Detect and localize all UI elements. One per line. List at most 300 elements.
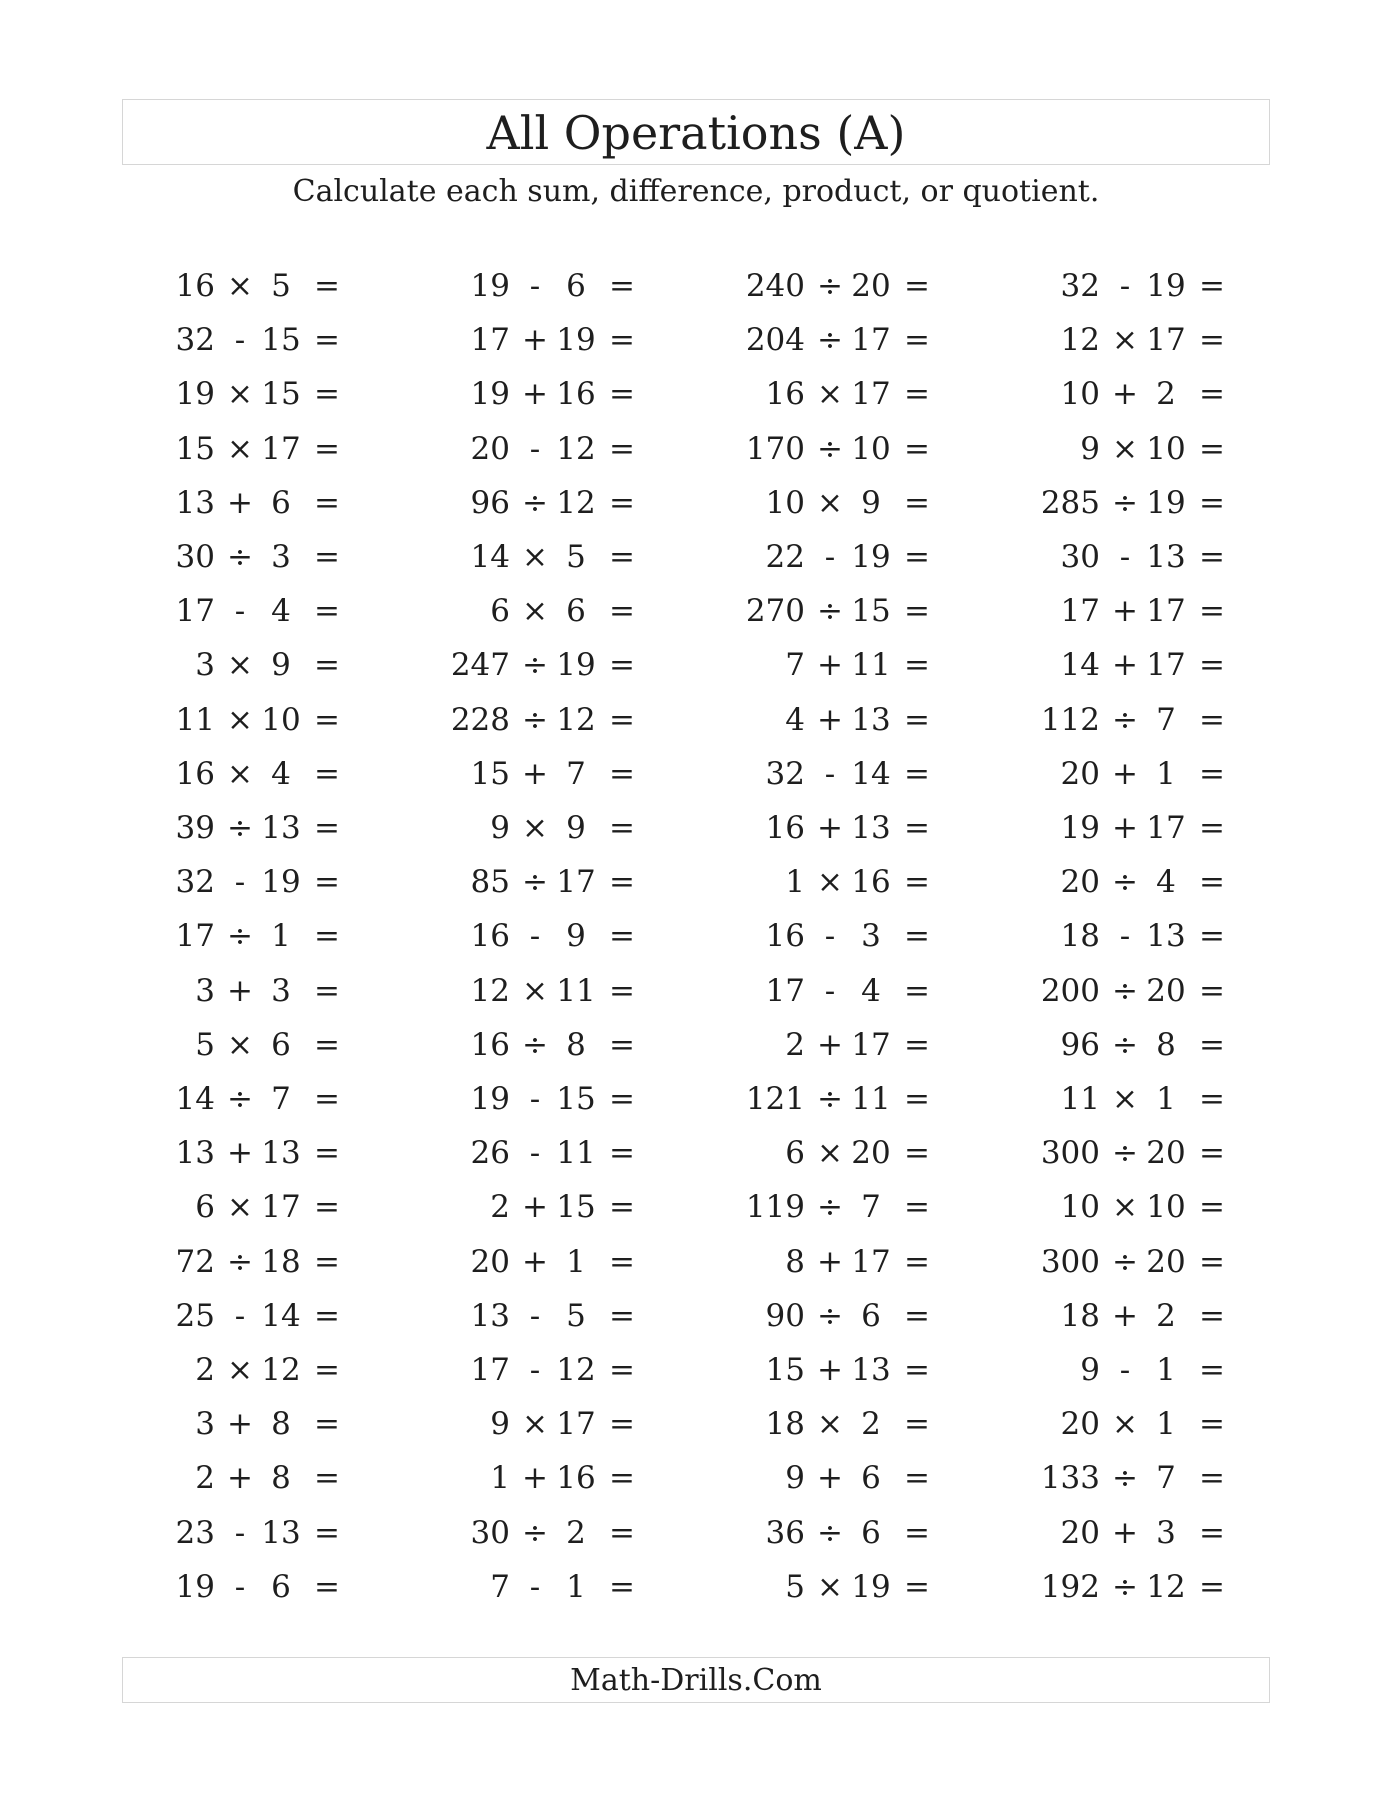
operator: +: [817, 810, 843, 846]
operand-left: 3: [195, 1406, 215, 1443]
operand-left: 5: [785, 1568, 805, 1605]
equals-sign: =: [904, 755, 930, 792]
operand-left: 17: [765, 972, 805, 1009]
operand-left: 1: [785, 864, 805, 901]
operator: -: [234, 1514, 246, 1551]
operator: -: [1119, 539, 1131, 575]
equals-sign: =: [904, 1568, 930, 1605]
equals-sign: =: [609, 918, 635, 955]
equals-sign: =: [609, 376, 635, 413]
operand-left: 10: [1060, 1189, 1100, 1226]
operand-right: 10: [1146, 1189, 1186, 1226]
equals-sign: =: [314, 430, 340, 467]
operand-right: 9: [271, 647, 291, 684]
operator: +: [817, 647, 843, 684]
equals-sign: =: [314, 484, 340, 521]
operand-left: 16: [765, 810, 805, 846]
operand-right: 1: [271, 918, 291, 955]
operand-left: 119: [745, 1189, 805, 1226]
equals-sign: =: [609, 1568, 635, 1605]
operator: ×: [522, 810, 548, 846]
operator: ×: [227, 268, 253, 304]
operand-left: 228: [450, 701, 510, 738]
operator: -: [234, 864, 246, 901]
equals-sign: =: [314, 376, 340, 413]
operand-left: 14: [175, 1081, 215, 1117]
operator: ÷: [1112, 484, 1138, 521]
operand-right: 15: [556, 1189, 596, 1226]
operator: ÷: [1112, 1135, 1138, 1172]
operator: -: [529, 1135, 541, 1172]
operator: +: [817, 1026, 843, 1063]
operand-left: 13: [175, 1135, 215, 1172]
operator: ÷: [522, 1026, 548, 1063]
operand-right: 6: [566, 593, 586, 630]
operand-left: 20: [1060, 1514, 1100, 1551]
equals-sign: =: [609, 1406, 635, 1443]
operand-left: 2: [785, 1026, 805, 1063]
operand-right: 3: [271, 972, 291, 1009]
operator: +: [817, 1460, 843, 1497]
operator: ÷: [522, 864, 548, 901]
operator: ×: [522, 972, 548, 1009]
operand-right: 5: [566, 1297, 586, 1334]
operand-left: 19: [1060, 810, 1100, 846]
operator: ×: [227, 1352, 253, 1388]
operand-right: 4: [271, 755, 291, 792]
equals-sign: =: [609, 1081, 635, 1117]
equals-sign: =: [609, 1135, 635, 1172]
equals-sign: =: [314, 322, 340, 359]
equals-sign: =: [1199, 268, 1225, 304]
operand-right: 8: [566, 1026, 586, 1063]
operand-left: 8: [785, 1243, 805, 1280]
operand-left: 22: [765, 539, 805, 575]
operator: -: [529, 1352, 541, 1388]
operator: +: [522, 1243, 548, 1280]
operand-left: 32: [175, 322, 215, 359]
operator: -: [1119, 1352, 1131, 1388]
operator: ×: [1112, 1406, 1138, 1443]
operand-left: 30: [1060, 539, 1100, 575]
operand-left: 11: [175, 701, 215, 738]
operand-left: 30: [470, 1514, 510, 1551]
operand-right: 14: [851, 755, 891, 792]
equals-sign: =: [314, 647, 340, 684]
equals-sign: =: [1199, 810, 1225, 846]
equals-sign: =: [1199, 1135, 1225, 1172]
operand-right: 17: [1146, 593, 1186, 630]
operator: ×: [227, 701, 253, 738]
equals-sign: =: [1199, 701, 1225, 738]
equals-sign: =: [904, 701, 930, 738]
operator: ÷: [227, 539, 253, 575]
operator: ÷: [817, 1297, 843, 1334]
equals-sign: =: [1199, 1406, 1225, 1443]
operator: +: [817, 701, 843, 738]
equals-sign: =: [609, 647, 635, 684]
operand-right: 3: [1156, 1514, 1176, 1551]
operand-right: 6: [861, 1460, 881, 1497]
operand-right: 13: [851, 810, 891, 846]
operand-left: 32: [175, 864, 215, 901]
operand-left: 17: [470, 322, 510, 359]
operand-right: 2: [566, 1514, 586, 1551]
operator: ×: [227, 755, 253, 792]
operand-right: 6: [271, 1026, 291, 1063]
operand-left: 32: [1060, 268, 1100, 304]
operand-right: 19: [851, 539, 891, 575]
equals-sign: =: [1199, 322, 1225, 359]
operator: ×: [227, 1026, 253, 1063]
operand-right: 2: [1156, 376, 1176, 413]
equals-sign: =: [314, 593, 340, 630]
operand-right: 17: [1146, 647, 1186, 684]
operand-right: 11: [556, 972, 596, 1009]
operator: ×: [227, 430, 253, 467]
operand-left: 14: [1060, 647, 1100, 684]
operand-right: 15: [556, 1081, 596, 1117]
operand-left: 13: [175, 484, 215, 521]
equals-sign: =: [314, 864, 340, 901]
equals-sign: =: [904, 322, 930, 359]
operand-right: 17: [851, 1243, 891, 1280]
operator: -: [234, 322, 246, 359]
operator: ÷: [817, 268, 843, 304]
operand-right: 19: [851, 1568, 891, 1605]
operand-right: 20: [1146, 1135, 1186, 1172]
equals-sign: =: [609, 1460, 635, 1497]
operand-left: 6: [785, 1135, 805, 1172]
operator: +: [227, 1406, 253, 1443]
operator: ×: [817, 376, 843, 413]
operator: +: [1112, 593, 1138, 630]
operator: -: [1119, 268, 1131, 304]
equals-sign: =: [904, 1189, 930, 1226]
operand-right: 8: [271, 1406, 291, 1443]
operator: ×: [1112, 1081, 1138, 1117]
operand-left: 15: [175, 430, 215, 467]
operator: ÷: [522, 484, 548, 521]
operand-right: 3: [271, 539, 291, 575]
operator: ×: [1112, 322, 1138, 359]
operand-left: 19: [470, 1081, 510, 1117]
equals-sign: =: [609, 322, 635, 359]
equals-sign: =: [609, 268, 635, 304]
operand-right: 19: [1146, 484, 1186, 521]
equals-sign: =: [314, 918, 340, 955]
equals-sign: =: [314, 1352, 340, 1388]
operator: ÷: [227, 810, 253, 846]
operator: -: [529, 430, 541, 467]
equals-sign: =: [904, 1135, 930, 1172]
operator: +: [1112, 376, 1138, 413]
worksheet-instructions: Calculate each sum, difference, product, or quotient.: [292, 174, 1100, 209]
operand-left: 121: [745, 1081, 805, 1117]
operator: +: [227, 1460, 253, 1497]
equals-sign: =: [1199, 593, 1225, 630]
operand-right: 17: [261, 430, 301, 467]
operand-right: 12: [1146, 1568, 1186, 1605]
operand-right: 17: [851, 376, 891, 413]
operator: ÷: [1112, 972, 1138, 1009]
operand-left: 9: [490, 1406, 510, 1443]
operand-right: 8: [271, 1460, 291, 1497]
operand-left: 192: [1040, 1568, 1100, 1605]
equals-sign: =: [904, 376, 930, 413]
equals-sign: =: [314, 1460, 340, 1497]
equals-sign: =: [1199, 918, 1225, 955]
operand-left: 170: [745, 430, 805, 467]
operand-left: 20: [470, 1243, 510, 1280]
operator: ÷: [1112, 1243, 1138, 1280]
equals-sign: =: [1199, 1026, 1225, 1063]
operand-left: 5: [195, 1026, 215, 1063]
operand-left: 270: [745, 593, 805, 630]
operator: ×: [817, 1568, 843, 1605]
equals-sign: =: [609, 593, 635, 630]
operand-left: 20: [1060, 755, 1100, 792]
operand-right: 7: [1156, 1460, 1176, 1497]
equals-sign: =: [904, 1297, 930, 1334]
operand-right: 13: [851, 1352, 891, 1388]
operand-right: 13: [261, 810, 301, 846]
operand-right: 17: [556, 1406, 596, 1443]
equals-sign: =: [1199, 376, 1225, 413]
equals-sign: =: [1199, 1352, 1225, 1388]
operand-right: 5: [271, 268, 291, 304]
operand-right: 4: [1156, 864, 1176, 901]
operand-left: 96: [470, 484, 510, 521]
equals-sign: =: [904, 268, 930, 304]
operand-left: 3: [195, 647, 215, 684]
operand-right: 1: [1156, 1081, 1176, 1117]
operand-right: 13: [1146, 539, 1186, 575]
operand-left: 18: [1060, 918, 1100, 955]
operand-right: 17: [261, 1189, 301, 1226]
operator: ÷: [817, 430, 843, 467]
operand-left: 16: [175, 755, 215, 792]
equals-sign: =: [609, 701, 635, 738]
equals-sign: =: [904, 1243, 930, 1280]
operator: ÷: [227, 1081, 253, 1117]
operator: +: [522, 1189, 548, 1226]
operand-left: 112: [1040, 701, 1100, 738]
operator: ×: [1112, 430, 1138, 467]
operand-right: 13: [1146, 918, 1186, 955]
operand-left: 204: [745, 322, 805, 359]
operand-right: 6: [861, 1514, 881, 1551]
operator: -: [824, 918, 836, 955]
equals-sign: =: [904, 1026, 930, 1063]
operand-left: 9: [785, 1460, 805, 1497]
operand-right: 13: [261, 1514, 301, 1551]
equals-sign: =: [609, 755, 635, 792]
equals-sign: =: [904, 1460, 930, 1497]
operand-left: 4: [785, 701, 805, 738]
operand-left: 19: [470, 268, 510, 304]
operator: ÷: [1112, 701, 1138, 738]
operator: ×: [227, 376, 253, 413]
equals-sign: =: [1199, 647, 1225, 684]
equals-sign: =: [314, 755, 340, 792]
equals-sign: =: [1199, 1243, 1225, 1280]
operator: ×: [817, 1135, 843, 1172]
operator: +: [522, 376, 548, 413]
operator: +: [522, 322, 548, 359]
equals-sign: =: [609, 810, 635, 846]
operand-right: 1: [1156, 1406, 1176, 1443]
operand-left: 17: [175, 593, 215, 630]
operator: +: [227, 1135, 253, 1172]
equals-sign: =: [904, 972, 930, 1009]
operator: ÷: [817, 593, 843, 630]
operator: ×: [522, 593, 548, 630]
operator: ÷: [227, 918, 253, 955]
operator: -: [824, 755, 836, 792]
operand-left: 72: [175, 1243, 215, 1280]
equals-sign: =: [609, 1297, 635, 1334]
equals-sign: =: [314, 810, 340, 846]
operand-right: 13: [851, 701, 891, 738]
operand-left: 30: [175, 539, 215, 575]
operand-left: 1: [490, 1460, 510, 1497]
equals-sign: =: [314, 268, 340, 304]
operand-left: 16: [765, 918, 805, 955]
operand-left: 25: [175, 1297, 215, 1334]
operand-right: 8: [1156, 1026, 1176, 1063]
operand-right: 9: [566, 918, 586, 955]
operand-right: 20: [1146, 1243, 1186, 1280]
equals-sign: =: [904, 430, 930, 467]
equals-sign: =: [609, 1243, 635, 1280]
operand-right: 17: [1146, 810, 1186, 846]
operand-right: 13: [261, 1135, 301, 1172]
operator: +: [227, 972, 253, 1009]
operator: ÷: [817, 1189, 843, 1226]
operator: +: [522, 755, 548, 792]
operator: ×: [522, 1406, 548, 1443]
operand-right: 5: [566, 539, 586, 575]
operand-right: 7: [1156, 701, 1176, 738]
equals-sign: =: [1199, 430, 1225, 467]
operand-left: 23: [175, 1514, 215, 1551]
operand-left: 9: [490, 810, 510, 846]
equals-sign: =: [904, 484, 930, 521]
operator: ÷: [1112, 1568, 1138, 1605]
equals-sign: =: [904, 1514, 930, 1551]
operator: ÷: [227, 1243, 253, 1280]
operand-left: 90: [765, 1297, 805, 1334]
operand-left: 18: [765, 1406, 805, 1443]
operand-right: 2: [861, 1406, 881, 1443]
operand-left: 15: [765, 1352, 805, 1388]
operand-left: 133: [1040, 1460, 1100, 1497]
equals-sign: =: [609, 430, 635, 467]
equals-sign: =: [904, 864, 930, 901]
operand-left: 17: [175, 918, 215, 955]
operand-right: 20: [851, 1135, 891, 1172]
operand-left: 19: [175, 376, 215, 413]
operand-left: 9: [1080, 430, 1100, 467]
operand-left: 19: [470, 376, 510, 413]
operand-left: 12: [1060, 322, 1100, 359]
operand-left: 96: [1060, 1026, 1100, 1063]
operand-right: 19: [556, 647, 596, 684]
operand-left: 2: [195, 1460, 215, 1497]
operand-right: 10: [1146, 430, 1186, 467]
equals-sign: =: [904, 539, 930, 575]
equals-sign: =: [904, 810, 930, 846]
operand-left: 13: [470, 1297, 510, 1334]
operator: +: [817, 1243, 843, 1280]
operand-left: 16: [470, 1026, 510, 1063]
operand-left: 20: [1060, 864, 1100, 901]
equals-sign: =: [1199, 864, 1225, 901]
operator: +: [522, 1460, 548, 1497]
operand-right: 14: [261, 1297, 301, 1334]
operator: +: [1112, 755, 1138, 792]
operator: ÷: [817, 1081, 843, 1117]
operand-left: 20: [1060, 1406, 1100, 1443]
operand-right: 4: [861, 972, 881, 1009]
operator: ÷: [1112, 864, 1138, 901]
operand-right: 7: [566, 755, 586, 792]
operand-left: 18: [1060, 1297, 1100, 1334]
operand-right: 15: [261, 322, 301, 359]
operand-right: 17: [851, 322, 891, 359]
operand-right: 10: [851, 430, 891, 467]
operand-left: 10: [765, 484, 805, 521]
operand-left: 85: [470, 864, 510, 901]
operand-left: 11: [1060, 1081, 1100, 1117]
equals-sign: =: [1199, 539, 1225, 575]
operator: -: [824, 539, 836, 575]
operand-right: 16: [851, 864, 891, 901]
operand-right: 17: [1146, 322, 1186, 359]
operand-left: 2: [490, 1189, 510, 1226]
operand-left: 15: [470, 755, 510, 792]
equals-sign: =: [609, 1514, 635, 1551]
equals-sign: =: [1199, 1189, 1225, 1226]
operand-left: 240: [745, 268, 805, 304]
operator: +: [227, 484, 253, 521]
equals-sign: =: [609, 864, 635, 901]
operand-right: 6: [566, 268, 586, 304]
equals-sign: =: [609, 1352, 635, 1388]
operand-left: 16: [470, 918, 510, 955]
equals-sign: =: [314, 1297, 340, 1334]
operator: ÷: [1112, 1026, 1138, 1063]
operand-left: 6: [195, 1189, 215, 1226]
equals-sign: =: [609, 539, 635, 575]
operator: ÷: [522, 1514, 548, 1551]
operand-right: 7: [861, 1189, 881, 1226]
operand-right: 16: [556, 376, 596, 413]
operand-left: 3: [195, 972, 215, 1009]
equals-sign: =: [314, 539, 340, 575]
equals-sign: =: [1199, 1514, 1225, 1551]
operand-right: 11: [851, 647, 891, 684]
operator: ÷: [1112, 1460, 1138, 1497]
operand-right: 15: [851, 593, 891, 630]
equals-sign: =: [904, 918, 930, 955]
equals-sign: =: [609, 1189, 635, 1226]
operator: -: [234, 1297, 246, 1334]
operator: -: [529, 268, 541, 304]
footer-site-name: Math-Drills.Com: [122, 1657, 1270, 1703]
operand-left: 6: [490, 593, 510, 630]
